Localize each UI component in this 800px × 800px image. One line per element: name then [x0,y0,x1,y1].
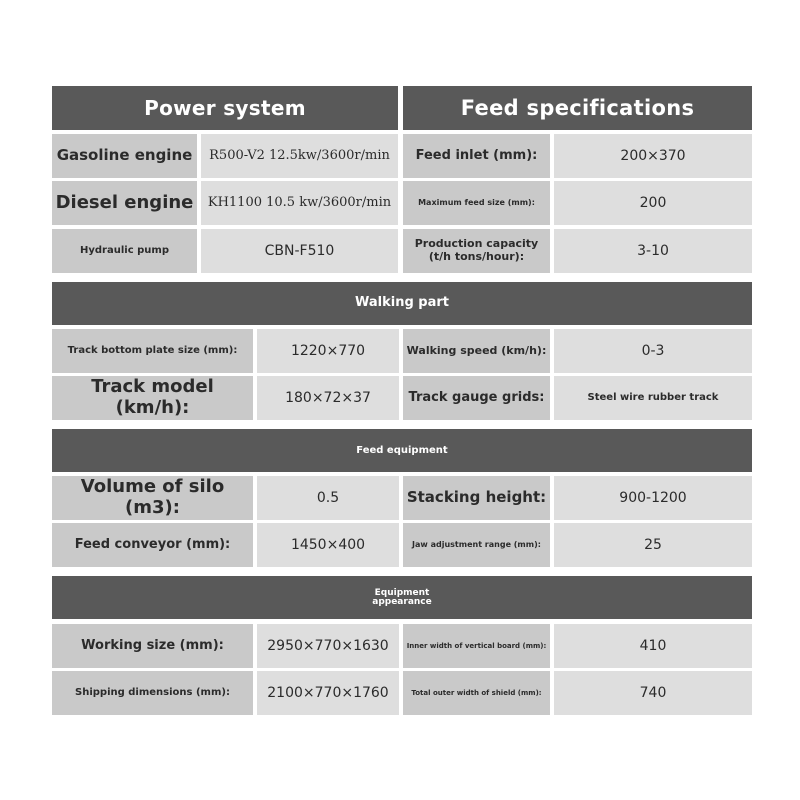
gasoline-engine-value: R500-V2 12.5kw/3600r/min [201,134,398,178]
inner-width-value: 410 [554,624,752,668]
working-size-label: Working size (mm): [52,624,253,668]
outer-width-label: Total outer width of shield (mm): [403,671,550,715]
silo-volume-value: 0.5 [257,476,399,520]
feed-equipment-header: Feed equipment [52,429,752,472]
power-system-header: Power system [52,86,398,130]
walking-part-header: Walking part [52,282,752,325]
shipping-dimensions-value: 2100×770×1760 [257,671,399,715]
feed-inlet-label: Feed inlet (mm): [403,134,550,178]
shipping-dimensions-label: Shipping dimensions (mm): [52,671,253,715]
jaw-adjustment-label: Jaw adjustment range (mm): [403,523,550,567]
track-model-label: Track model (km/h): [52,376,253,420]
gasoline-engine-label: Gasoline engine [52,134,197,178]
walking-speed-value: 0-3 [554,329,752,373]
working-size-value: 2950×770×1630 [257,624,399,668]
stacking-height-label: Stacking height: [403,476,550,520]
track-model-value: 180×72×37 [257,376,399,420]
diesel-engine-value: KH1100 10.5 kw/3600r/min [201,181,398,225]
inner-width-label: Inner width of vertical board (mm): [403,624,550,668]
max-feed-size-value: 200 [554,181,752,225]
feed-specifications-header: Feed specifications [403,86,752,130]
walking-speed-label: Walking speed (km/h): [403,329,550,373]
stacking-height-value: 900-1200 [554,476,752,520]
feed-conveyor-label: Feed conveyor (mm): [52,523,253,567]
track-plate-size-value: 1220×770 [257,329,399,373]
production-capacity-value: 3-10 [554,229,752,273]
track-gauge-value: Steel wire rubber track [554,376,752,420]
equipment-appearance-header: Equipment appearance [52,576,752,619]
track-gauge-label: Track gauge grids: [403,376,550,420]
silo-volume-label: Volume of silo (m3): [52,476,253,520]
max-feed-size-label: Maximum feed size (mm): [403,181,550,225]
track-plate-size-label: Track bottom plate size (mm): [52,329,253,373]
production-capacity-label: Production capacity (t/h tons/hour): [403,229,550,273]
hydraulic-pump-value: CBN-F510 [201,229,398,273]
feed-conveyor-value: 1450×400 [257,523,399,567]
hydraulic-pump-label: Hydraulic pump [52,229,197,273]
diesel-engine-label: Diesel engine [52,181,197,225]
jaw-adjustment-value: 25 [554,523,752,567]
feed-inlet-value: 200×370 [554,134,752,178]
outer-width-value: 740 [554,671,752,715]
